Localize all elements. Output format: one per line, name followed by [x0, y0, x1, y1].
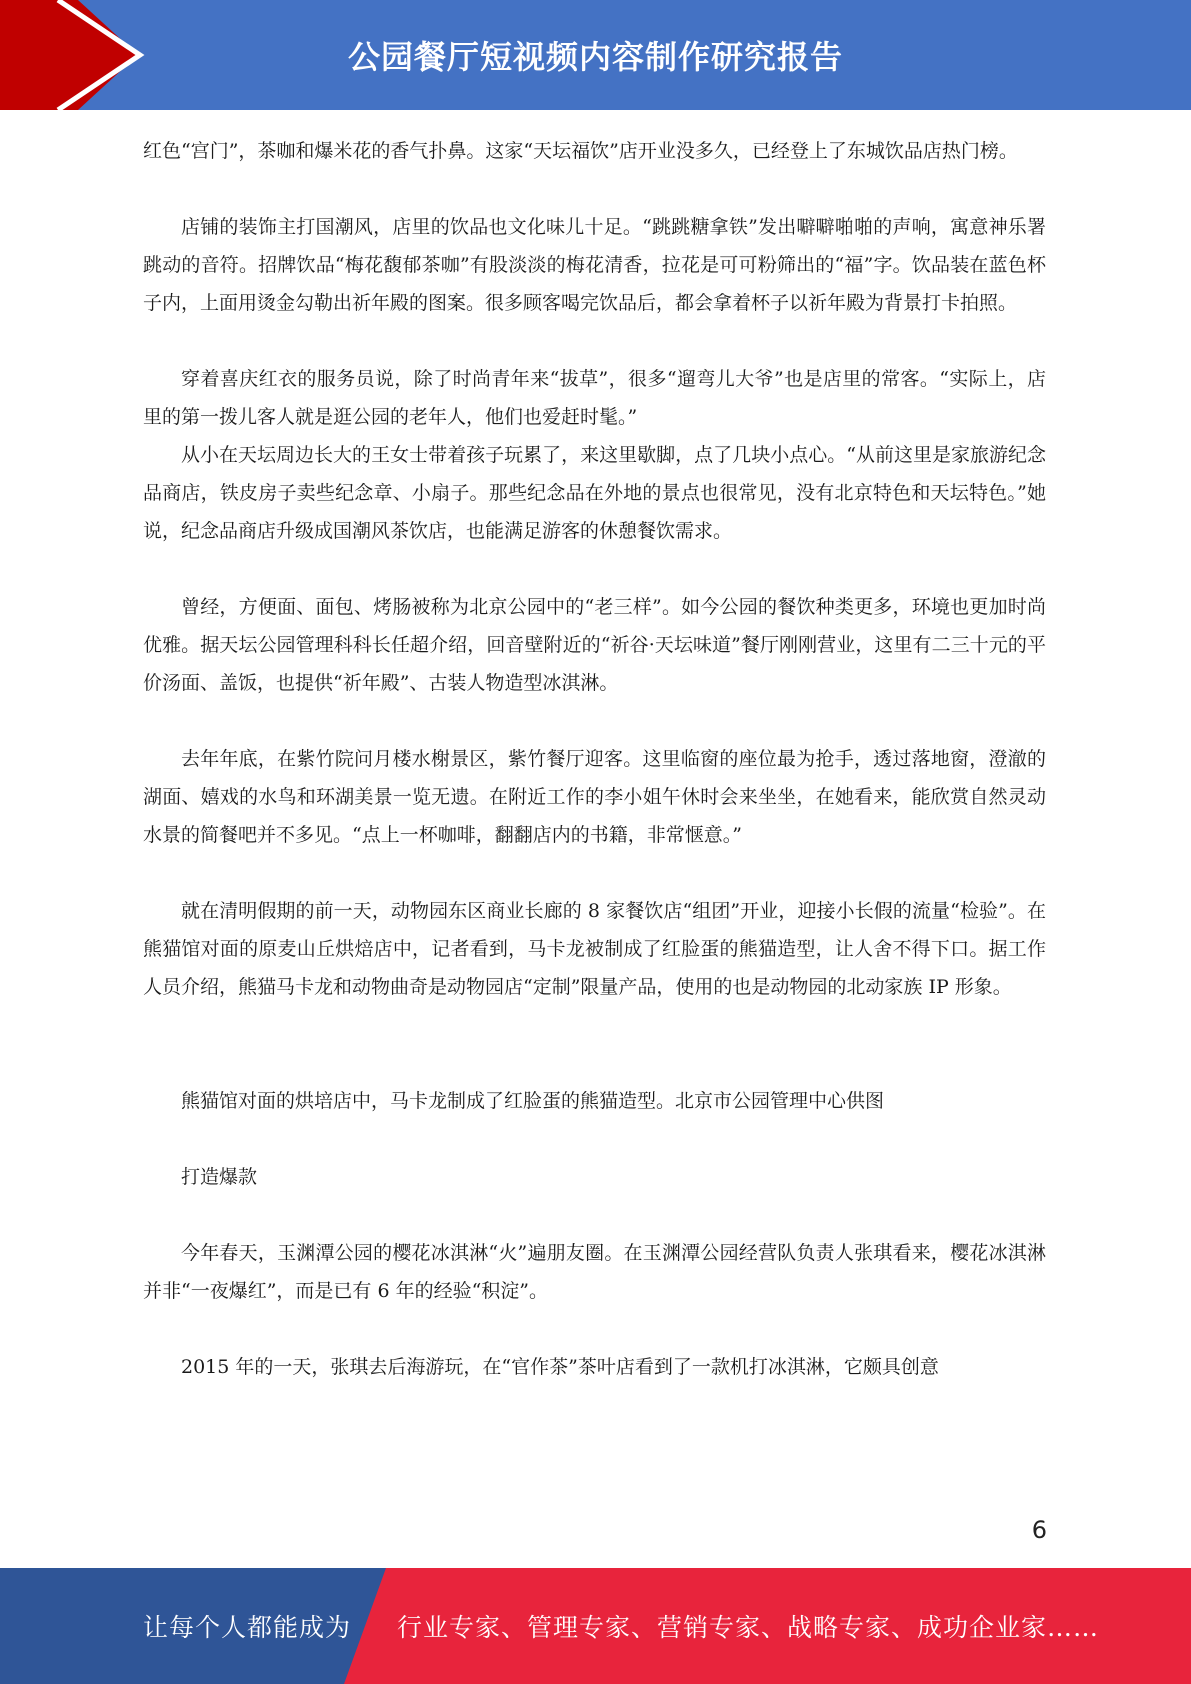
paragraph-3: 穿着喜庆红衣的服务员说，除了时尚青年来“拔草”，很多“遛弯儿大爷”也是店里的常客。“实际上，店里的第一拨儿客人就是逛公园的老年人，他们也爱赶时髦。”	[143, 368, 1046, 428]
footer-slogan-right: 行业专家、管理专家、营销专家、战略专家、成功企业家……	[397, 1613, 1100, 1642]
header-arrow-decoration	[0, 0, 150, 110]
paragraph-6: 去年年底，在紫竹院问月楼水榭景区，紫竹餐厅迎客。这里临窗的座位最为抢手，透过落地窗，澄澈的湖面、嬉戏的水鸟和环湖美景一览无遗。在附近工作的李小姐午休时会来坐坐，在她看来，能欣赏自然灵动水景的简餐吧并不多见。“点上一杯咖啡，翻翻店内的书籍，非常惬意。”	[143, 748, 1046, 846]
section-subheading: 打造爆款	[181, 1166, 258, 1188]
footer-slogan-left: 让每个人都能成为	[143, 1613, 352, 1642]
paragraph-9: 2015 年的一天，张琪去后海游玩，在“官作茶”茶叶店看到了一款机打冰淇淋，它颇具创意	[181, 1356, 939, 1378]
paragraph-1: 红色“宫门”，茶咖和爆米花的香气扑鼻。这家“天坛福饮”店开业没多久，已经登上了东城饮品店热门榜。	[143, 140, 1018, 162]
paragraph-5: 曾经，方便面、面包、烤肠被称为北京公园中的“老三样”。如今公园的餐饮种类更多，环境也更加时尚优雅。据天坛公园管理科科长任超介绍，回音壁附近的“祈谷·天坛味道”餐厅刚刚营业，这里有二三十元的平价汤面、盖饭，也提供“祈年殿”、古装人物造型冰淇淋。	[143, 596, 1046, 694]
paragraph-8: 今年春天，玉渊潭公园的樱花冰淇淋“火”遍朋友圈。在玉渊潭公园经营队负责人张琪看来，樱花冰淇淋并非“一夜爆红”，而是已有 6 年的经验“积淀”。	[143, 1242, 1046, 1302]
page-header	[0, 0, 1191, 110]
paragraph-2: 店铺的装饰主打国潮风，店里的饮品也文化味儿十足。“跳跳糖拿铁”发出噼噼啪啪的声响，寓意神乐署跳动的音符。招牌饮品“梅花馥郁茶咖”有股淡淡的梅花清香，拉花是可可粉筛出的“福”字。饮品装在蓝色杯子内，上面用烫金勾勒出祈年殿的图案。很多顾客喝完饮品后，都会拿着杯子以祈年殿为背景打卡拍照。	[143, 216, 1046, 314]
paragraph-7: 就在清明假期的前一天，动物园东区商业长廊的 8 家餐饮店“组团”开业，迎接小长假的流量“检验”。在熊猫馆对面的原麦山丘烘焙店中，记者看到，马卡龙被制成了红脸蛋的熊猫造型，让人舍不得下口。据工作人员介绍，熊猫马卡龙和动物曲奇是动物园店“定制”限量产品，使用的也是动物园的北动家族 IP 形象。	[143, 900, 1046, 998]
page-title: 公园餐厅短视频内容制作研究报告	[347, 38, 843, 76]
document-body	[143, 132, 1046, 1386]
paragraph-4: 从小在天坛周边长大的王女士带着孩子玩累了，来这里歇脚，点了几块小点心。“从前这里是家旅游纪念品商店，铁皮房子卖些纪念章、小扇子。那些纪念品在外地的景点也很常见，没有北京特色和天坛特色。”她说，纪念品商店升级成国潮风茶饮店，也能满足游客的休憩餐饮需求。	[143, 444, 1046, 542]
image-caption: 熊猫馆对面的烘培店中，马卡龙制成了红脸蛋的熊猫造型。北京市公园管理中心供图	[181, 1090, 885, 1112]
page-footer	[0, 1568, 1191, 1684]
page-number: 6	[1031, 1516, 1047, 1544]
